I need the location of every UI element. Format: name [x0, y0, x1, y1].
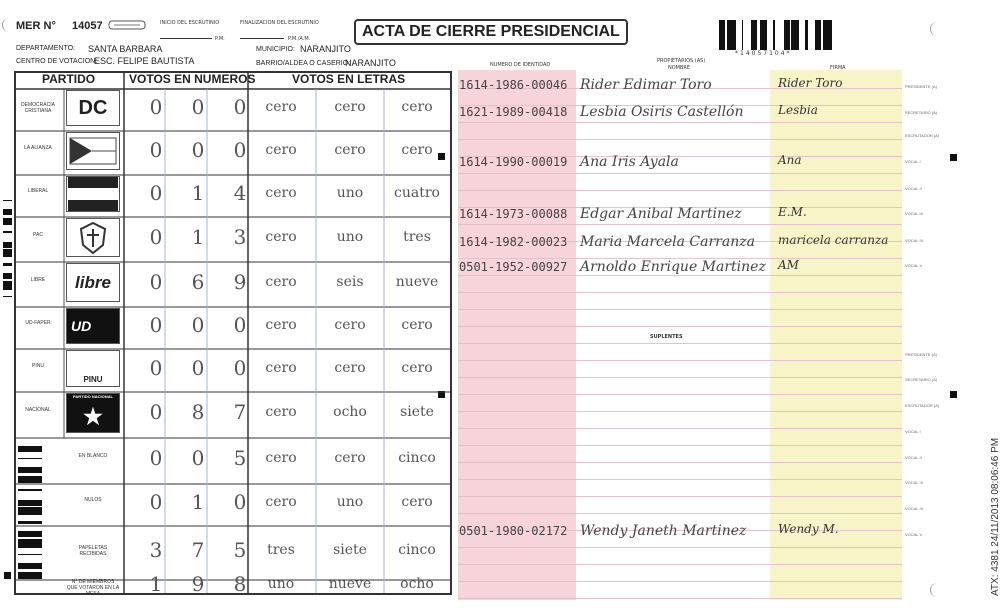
- vote-word: cero: [265, 450, 297, 466]
- party-logo: [66, 393, 120, 433]
- mer-label: MER N°: [16, 20, 56, 32]
- vote-word: cero: [265, 273, 297, 290]
- row-line: [458, 360, 902, 361]
- barcode-bar: [3, 213, 12, 215]
- barcode-bar: [3, 284, 12, 285]
- vote-digit: 0: [191, 446, 205, 470]
- row-line: [458, 411, 902, 412]
- shield-icon: [78, 221, 108, 255]
- barcode-bar: [763, 20, 766, 50]
- role-label: VOCAL IV: [905, 506, 924, 511]
- role-label: SECRETARIO (A): [905, 377, 938, 382]
- vote-digit: 9: [233, 269, 247, 294]
- signature-column-bg: [770, 70, 902, 600]
- party-label: PAC: [33, 231, 43, 238]
- vote-digit: 6: [191, 269, 205, 294]
- barcode-bar: [719, 20, 721, 50]
- member-name: Maria Marcela Carranza: [580, 234, 755, 250]
- vote-word: cero: [265, 185, 297, 201]
- vote-digit: 0: [149, 355, 163, 380]
- vote-digit: 0: [149, 224, 163, 249]
- row-line: [458, 394, 902, 395]
- barcode-bar: [773, 20, 775, 50]
- vote-word: siete: [400, 404, 434, 420]
- member-signature: Rider Toro: [778, 76, 843, 90]
- numeros-header: VOTOS EN NUMEROS: [129, 72, 256, 86]
- barcode-bar: [3, 249, 12, 251]
- vote-word: seis: [336, 273, 364, 290]
- registration-mark: [4, 572, 11, 579]
- member-name: Rider Edimar Toro: [580, 77, 712, 93]
- barcode-bar: [3, 296, 12, 297]
- vote-word: cinco: [398, 542, 436, 558]
- barcode-bar: [823, 20, 826, 50]
- vote-word: cero: [265, 317, 297, 333]
- vote-digit: 7: [233, 400, 247, 424]
- barcode-bar: [817, 20, 820, 50]
- registration-mark: [950, 154, 957, 161]
- barcode-bar: [3, 278, 12, 279]
- vote-digit: 9: [191, 571, 205, 596]
- vote-word: tres: [267, 542, 295, 558]
- party-label: DEMOCRACIA CRISTIANA: [21, 102, 55, 114]
- vote-word: cero: [265, 494, 297, 510]
- page-title: ACTA DE CIERRE PRESIDENCIAL: [354, 19, 628, 45]
- vote-digit: 0: [149, 138, 163, 162]
- barcode-bar: [826, 20, 827, 50]
- barcode-bar: [3, 254, 12, 255]
- barcode-bar: [754, 20, 755, 50]
- vote-digit: 8: [233, 571, 247, 596]
- barcode-bar: [820, 20, 821, 50]
- vote-digit: 4: [233, 181, 247, 205]
- barcode-top: [718, 20, 838, 50]
- barcode-bar: [760, 20, 761, 50]
- final-line: [240, 38, 284, 39]
- row-line: [458, 479, 902, 480]
- vote-word: cero: [401, 142, 433, 158]
- name-column-header: NOMBRE: [668, 65, 691, 71]
- vote-word: cero: [334, 450, 366, 466]
- mer-number: 14057: [72, 20, 103, 32]
- member-id: 0501-1980-02172: [459, 524, 568, 538]
- vote-digit: 0: [149, 400, 163, 424]
- party-label: LIBRE: [30, 276, 46, 283]
- vote-word: siete: [333, 542, 367, 558]
- vote-word: ocho: [333, 404, 367, 420]
- barrio-label: BARRIO/ALDEA O CASERIO:: [256, 60, 351, 67]
- vote-digit: 1: [149, 571, 163, 596]
- final-label: FINALIZACION DEL ESCRUTINIO: [240, 20, 319, 26]
- barrio-value: NARANJITO: [345, 58, 396, 68]
- row-line: [458, 462, 902, 463]
- barcode-bar: [796, 20, 797, 50]
- vote-word: uno: [267, 575, 295, 592]
- barcode-bar: [3, 231, 12, 233]
- party-logo: [66, 218, 120, 257]
- row-line: [458, 309, 902, 310]
- row-line: [458, 224, 902, 225]
- vote-digit: 7: [191, 538, 205, 562]
- member-name: Wendy Janeth Martinez: [580, 523, 747, 539]
- row-line: [458, 122, 902, 123]
- role-label: VOCAL II: [905, 186, 922, 191]
- barcode-bar: [731, 20, 733, 50]
- barcode-bar: [3, 242, 12, 243]
- vote-digit: 1: [191, 181, 205, 205]
- vote-digit: 0: [149, 446, 163, 470]
- municipio-label: MUNICIPIO:: [256, 46, 295, 53]
- vote-word: cero: [401, 359, 433, 376]
- member-signature: maricela carranza: [778, 233, 889, 247]
- member-signature: Lesbia: [778, 103, 818, 117]
- centro-value: ESC. FELIPE BAUTISTA: [94, 56, 195, 66]
- vote-word: cero: [334, 317, 366, 333]
- party-label: UD-FAPER: [25, 320, 51, 326]
- inicio-label: INICIO DEL ESCRUTINIO: [160, 20, 220, 26]
- barcode-bar: [3, 224, 12, 225]
- flag-icon: [68, 136, 118, 166]
- barcode-bar: [3, 209, 12, 212]
- vote-word: cero: [265, 99, 297, 115]
- member-id: 0501-1952-00927: [459, 260, 568, 274]
- member-id: 1614-1973-00088: [459, 207, 568, 221]
- vote-word: cero: [334, 359, 366, 376]
- barcode-bar: [724, 20, 725, 50]
- vote-digit: 0: [233, 313, 247, 337]
- vote-digit: 0: [191, 355, 205, 380]
- barcode-bar: [793, 20, 796, 50]
- role-label: PRESIDENTE (A): [905, 84, 938, 89]
- corner-mark: [2, 18, 13, 32]
- member-name: Edgar Anibal Martinez: [580, 206, 742, 222]
- row-label: N° DE MIEMBROS QUE VOTARON EN LA MESA: [66, 578, 120, 597]
- vote-word: cero: [334, 99, 366, 115]
- barcode-bar: [3, 263, 12, 266]
- barcode-bar: [3, 219, 12, 221]
- vote-digit: 3: [149, 538, 163, 562]
- star-icon: ★: [83, 404, 103, 429]
- vote-digit: 0: [233, 95, 247, 119]
- party-label: NACIONAL: [25, 407, 51, 413]
- barcode-bar: [784, 20, 785, 50]
- row-line: [458, 564, 902, 565]
- vote-digit: 0: [233, 138, 247, 162]
- logo-caption: PARTIDO NACIONAL: [73, 394, 113, 399]
- barcode-bar: [733, 20, 736, 50]
- barcode-bar: [3, 245, 12, 248]
- row-label: EN BLANCO: [78, 453, 108, 459]
- barcode-bar: [791, 20, 793, 50]
- id-column-bg: [458, 70, 576, 600]
- vote-digit: 1: [191, 490, 205, 514]
- vote-digit: 0: [191, 313, 205, 337]
- side-barcode: [3, 200, 12, 300]
- barcode-bar: [742, 20, 743, 50]
- role-label: VOCAL III: [905, 211, 923, 216]
- barcode-bar: [3, 200, 12, 201]
- vote-digit: 5: [233, 446, 247, 470]
- departamento-label: DEPARTAMENTO:: [16, 45, 75, 52]
- barcode-bar: [755, 20, 757, 50]
- vote-word: nueve: [395, 273, 439, 290]
- vote-word: cero: [401, 317, 433, 333]
- member-id: 1614-1986-00046: [459, 78, 568, 92]
- row-line: [458, 445, 902, 446]
- member-signature: E.M.: [778, 205, 807, 219]
- vote-word: cero: [265, 142, 297, 158]
- inicio-suffix: P.M.: [215, 36, 225, 42]
- barcode-bar: [3, 212, 12, 213]
- barcode-bar: [766, 20, 767, 50]
- suplentes-header: SUPLENTES: [650, 334, 683, 340]
- corner-mark: [930, 583, 941, 597]
- barcode-bar: [727, 20, 730, 50]
- party-logo: DC: [66, 90, 120, 126]
- barcode-bar: [797, 20, 799, 50]
- barcode-bar: [787, 20, 790, 50]
- row-line: [458, 496, 902, 497]
- side-timestamp: ATX: 4381 24/11/2013 08:06:46 PM: [990, 437, 1001, 596]
- letras-header: VOTOS EN LETRAS: [292, 72, 406, 86]
- firma-column-header: FIRMA: [830, 65, 846, 71]
- flag-icon: [67, 176, 119, 212]
- role-label: PRESIDENTE (A): [905, 352, 938, 357]
- barcode-bar: [761, 20, 763, 50]
- vote-digit: 0: [233, 355, 247, 380]
- barcode-bar: [721, 20, 724, 50]
- departamento-value: SANTA BARBARA: [88, 44, 163, 54]
- tse-logo: [108, 18, 146, 32]
- row-line: [458, 581, 902, 582]
- corner-mark: [930, 22, 941, 36]
- row-line: [458, 513, 902, 514]
- role-label: VOCAL III: [905, 480, 923, 485]
- registration-mark: [950, 391, 957, 398]
- barcode-bar: [3, 221, 12, 224]
- member-signature: Ana: [778, 153, 802, 167]
- vote-word: ocho: [400, 575, 434, 592]
- row-line: [458, 547, 902, 548]
- row-line: [458, 139, 902, 140]
- row-line: [458, 275, 902, 276]
- vote-digit: 0: [149, 181, 163, 205]
- barcode-bar: [730, 20, 731, 50]
- barcode-bar: [3, 285, 12, 287]
- row-line: [458, 326, 902, 327]
- partido-header: PARTIDO: [42, 72, 96, 86]
- member-id: 1621-1989-00418: [459, 105, 568, 119]
- row-line: [458, 343, 902, 344]
- barcode-bar: [3, 281, 12, 284]
- barcode-top-text: *14057104*: [735, 50, 792, 57]
- vote-digit: 0: [191, 95, 205, 119]
- vote-word: cero: [401, 99, 433, 115]
- vote-word: uno: [336, 228, 364, 245]
- role-label: VOCAL I: [905, 429, 921, 434]
- centro-label: CENTRO DE VOTACION:: [16, 58, 98, 65]
- barcode-bar: [751, 20, 754, 50]
- barcode-bar: [805, 20, 808, 50]
- barcode-bar: [3, 275, 12, 278]
- vote-word: cero: [265, 359, 297, 376]
- vote-digit: 0: [149, 95, 163, 119]
- propietarios-header: PROPIETARIOS (AS): [657, 58, 706, 64]
- party-logo: [66, 176, 120, 212]
- vote-digit: 0: [149, 269, 163, 294]
- member-name: Ana Iris Ayala: [580, 154, 679, 170]
- id-column-header: NUMERO DE IDENTIDAD: [490, 62, 551, 68]
- row-line: [458, 190, 902, 191]
- barcode-bar: [827, 20, 829, 50]
- role-label: ESCRUTADOR (A): [905, 403, 940, 408]
- party-logo: libre: [66, 263, 120, 302]
- party-logo: UD: [66, 308, 120, 344]
- party-logo: PINU: [66, 350, 120, 387]
- row-line: [458, 292, 902, 293]
- vote-digit: 0: [191, 138, 205, 162]
- vote-digit: 3: [233, 224, 247, 249]
- vote-word: tres: [403, 228, 431, 245]
- barcode-bar: [3, 218, 12, 219]
- role-label: VOCAL V: [905, 532, 923, 537]
- barcode-bar: [3, 251, 12, 254]
- municipio-value: NARANJITO: [300, 44, 351, 54]
- role-label: SECRETARIO (A): [905, 110, 938, 115]
- member-id: 1614-1982-00023: [459, 235, 568, 249]
- row-line: [458, 428, 902, 429]
- vote-word: cero: [265, 404, 297, 420]
- role-label: VOCAL I: [905, 159, 921, 164]
- vote-word: cero: [265, 228, 297, 245]
- row-line: [458, 173, 902, 174]
- vote-word: cero: [334, 142, 366, 158]
- barcode-bar: [3, 287, 12, 290]
- row-line: [458, 377, 902, 378]
- vote-digit: 0: [233, 490, 247, 514]
- party-label: LIBERAL: [27, 188, 49, 194]
- vote-digit: 1: [191, 224, 205, 249]
- barcode-bar: [3, 243, 12, 245]
- member-name: Lesbia Osiris Castellón: [580, 104, 744, 120]
- vote-word: cuatro: [394, 185, 440, 201]
- vote-digit: 5: [233, 538, 247, 562]
- vote-digit: 0: [149, 490, 163, 514]
- vote-word: cero: [401, 494, 433, 510]
- inicio-line: [160, 38, 212, 39]
- barcode-bar: [3, 273, 12, 275]
- member-name: Arnoldo Enrique Martinez: [580, 259, 766, 275]
- role-label: VOCAL IV: [905, 238, 924, 243]
- row-label: PAPELETAS RECIBIDAS: [78, 545, 108, 557]
- final-suffix: P.M./A.M.: [288, 36, 311, 42]
- role-label: ESCRUTADOR (A): [905, 133, 940, 138]
- vote-digit: 8: [191, 400, 205, 424]
- vote-word: cinco: [398, 450, 436, 466]
- row-label: NULOS: [84, 497, 102, 503]
- barcode-bar: [829, 20, 832, 50]
- barcode-bar: [815, 20, 817, 50]
- member-signature: Wendy M.: [778, 522, 839, 536]
- member-id: 1614-1990-00019: [459, 155, 568, 169]
- member-signature: AM: [778, 258, 799, 272]
- barcode-bar: [785, 20, 787, 50]
- party-label: LA ALIANZA: [24, 145, 52, 151]
- vote-word: uno: [336, 494, 364, 510]
- vote-word: uno: [336, 185, 364, 201]
- role-label: VOCAL V: [905, 263, 923, 268]
- barcode-bar: [3, 255, 12, 257]
- party-logo: [66, 132, 120, 170]
- vote-digit: 0: [149, 313, 163, 337]
- role-label: VOCAL II: [905, 455, 922, 460]
- row-line: [458, 598, 902, 599]
- party-label: PINU: [32, 362, 44, 369]
- vote-word: nueve: [328, 575, 372, 592]
